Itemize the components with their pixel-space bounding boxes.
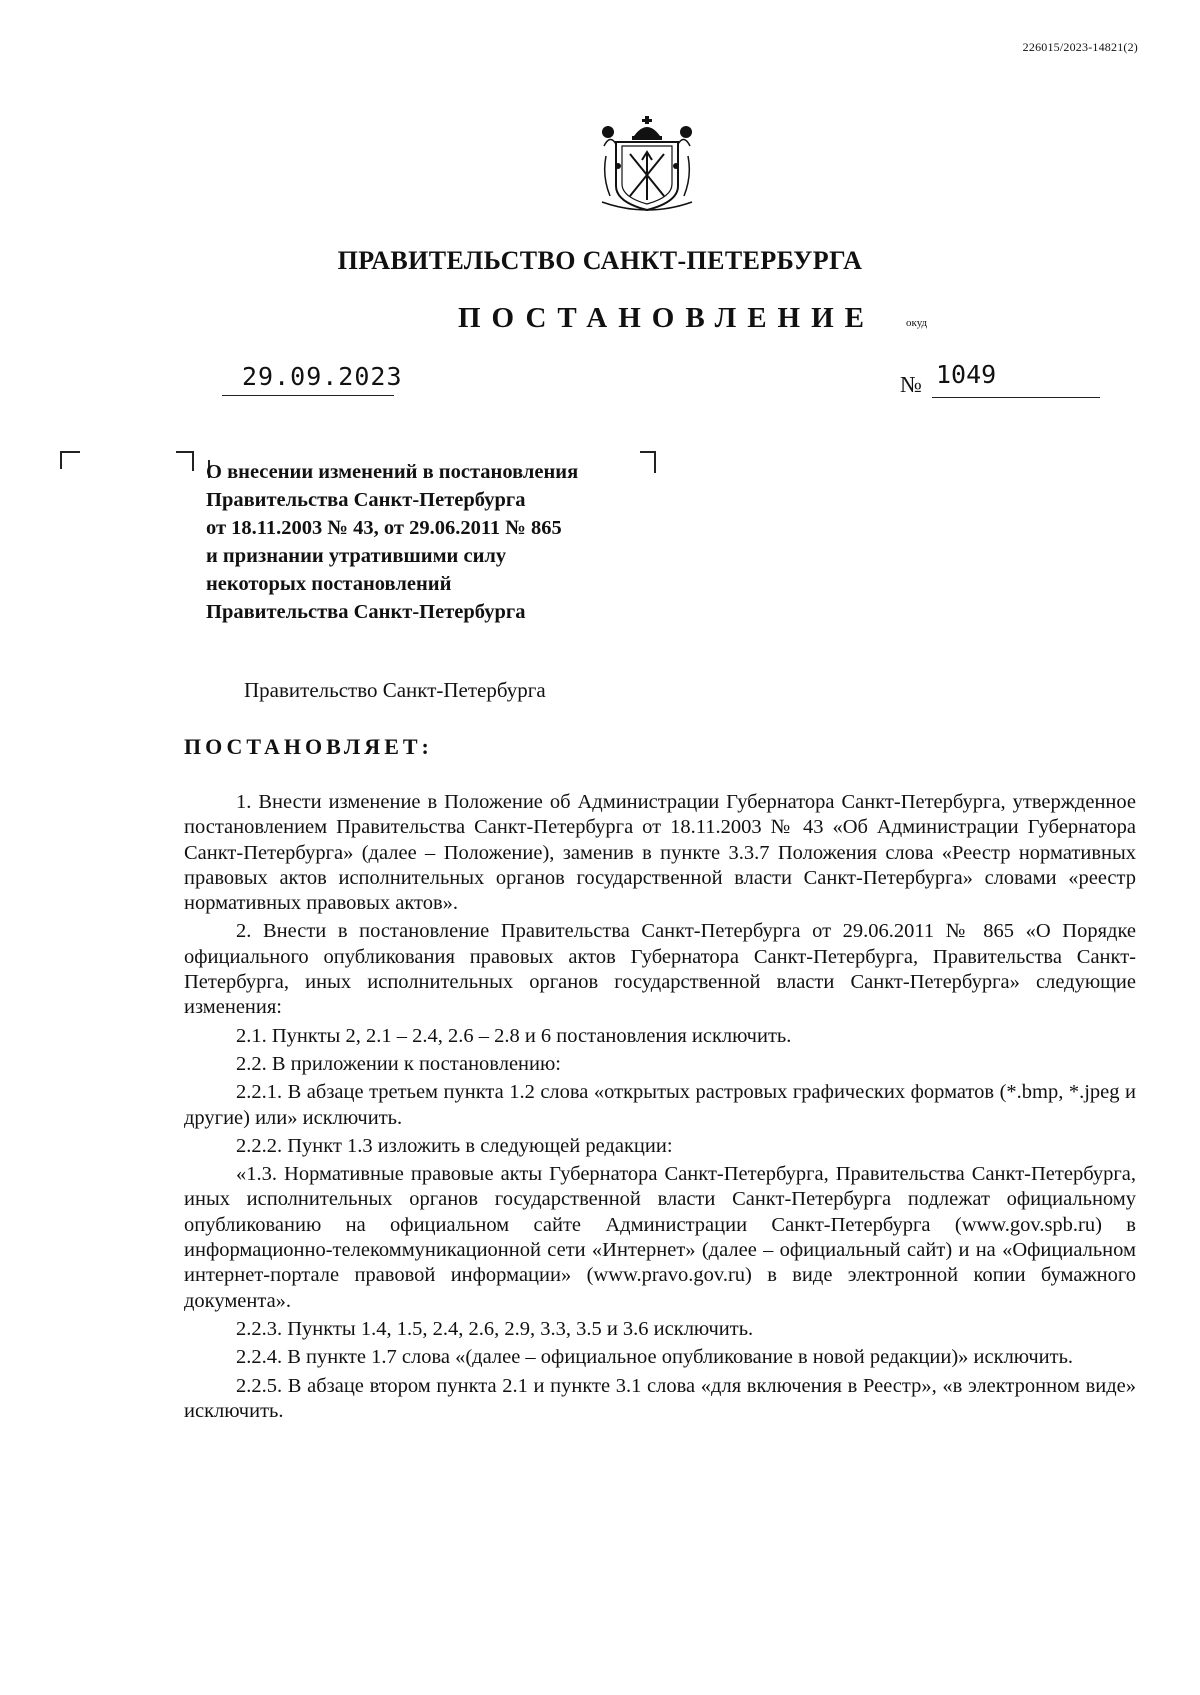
decree-body <box>184 790 1136 1427</box>
resolves-heading: ПОСТАНОВЛЯЕТ: <box>184 734 433 759</box>
subject-line: некоторых постановлений <box>206 573 452 595</box>
subject-line: от 18.11.2003 № 43, от 29.06.2011 № 865 <box>206 517 562 539</box>
subject-line: Правительства Санкт-Петербурга <box>206 489 526 511</box>
subject-line: и признании утратившими силу <box>206 545 507 567</box>
paragraph-2-2-4: 2.2.4. В пункте 1.7 слова «(далее – официальное опубликование в новой редакции)» исключить. <box>236 1346 1074 1369</box>
decree-title: ПОСТАНОВЛЕНИЕ <box>458 302 876 334</box>
government-name: ПРАВИТЕЛЬСТВО САНКТ-ПЕТЕРБУРГА <box>337 246 863 275</box>
paragraph-2-2-5: 2.2.5. В абзаце втором пункта 2.1 и пункте 3.1 слова «для включения в Реестр», «в электронном виде» исключить. <box>184 1374 1136 1422</box>
paragraph-2-2-2: 2.2.2. Пункт 1.3 изложить в следующей редакции: <box>236 1134 673 1157</box>
subject-line: Правительства Санкт-Петербурга <box>206 601 526 623</box>
decree-number: 1049 <box>936 360 997 389</box>
paragraph-2-2: 2.2. В приложении к постановлению: <box>236 1052 561 1075</box>
issuer-name: Правительство Санкт-Петербурга <box>244 678 546 702</box>
number-sign: № <box>900 372 922 397</box>
date-underline <box>222 395 394 396</box>
subject-line: О внесении изменений в постановления <box>206 461 579 483</box>
spb-coat-of-arms-icon <box>598 116 696 216</box>
okud-label: окуд <box>906 317 928 329</box>
paragraph-1-3-new-text: «1.3. Нормативные правовые акты Губернатора Санкт-Петербурга, Правительства Санкт-Петербурга, иных исполнительных органов государственной власти Санкт-Петербурга подлежат официальному опубликованию на официальном сайте Администрации Санкт-Петербурга (www.gov.spb.ru) в информационно-телекоммуникационной сети «Интернет» (далее – официальный сайт) и на «Официальном интернет-портале правовой информации» (www.pravo.gov.ru) в виде электронной копии бумажного документа». <box>184 1163 1136 1312</box>
paragraph-2: 2. Внести в постановление Правительства Санкт-Петербурга от 29.06.2011 № 865 «О Порядке официального опубликования правовых актов Губернатора Санкт-Петербурга, Правительства Санкт-Петербурга, иных исполнительных органов государственной власти Санкт-Петербурга» следующие изменения: <box>184 920 1136 1019</box>
paragraph-1: 1. Внести изменение в Положение об Администрации Губернатора Санкт-Петербурга, утвержденное постановлением Правительства Санкт-Петербурга от 18.11.2003 № 43 «Об Администрации Губернатора Санкт-Петербурга» (далее – Положение), заменив в пункте 3.3.7 Положения слова «Реестр нормативных правовых актов исполнительных органов государственной власти Санкт-Петербурга» словами «реестр нормативных правовых актов». <box>184 791 1136 915</box>
document-registration-id: 226015/2023-14821(2) <box>1022 40 1138 54</box>
subject-bracket-left <box>176 451 194 471</box>
decree-subject <box>206 458 676 626</box>
paragraph-2-1: 2.1. Пункты 2, 2.1 – 2.4, 2.6 – 2.8 и 6 постановления исключить. <box>236 1024 792 1047</box>
paragraph-2-2-3: 2.2.3. Пункты 1.4, 1.5, 2.4, 2.6, 2.9, 3.3, 3.5 и 3.6 исключить. <box>236 1317 754 1340</box>
paragraph-2-2-1: 2.2.1. В абзаце третьем пункта 1.2 слова «открытых растровых графических форматов (*.bmp, *.jpeg и другие) или» исключить. <box>184 1081 1136 1129</box>
decree-date: 29.09.2023 <box>242 362 403 391</box>
number-underline <box>932 397 1100 398</box>
margin-corner-mark <box>60 451 80 469</box>
